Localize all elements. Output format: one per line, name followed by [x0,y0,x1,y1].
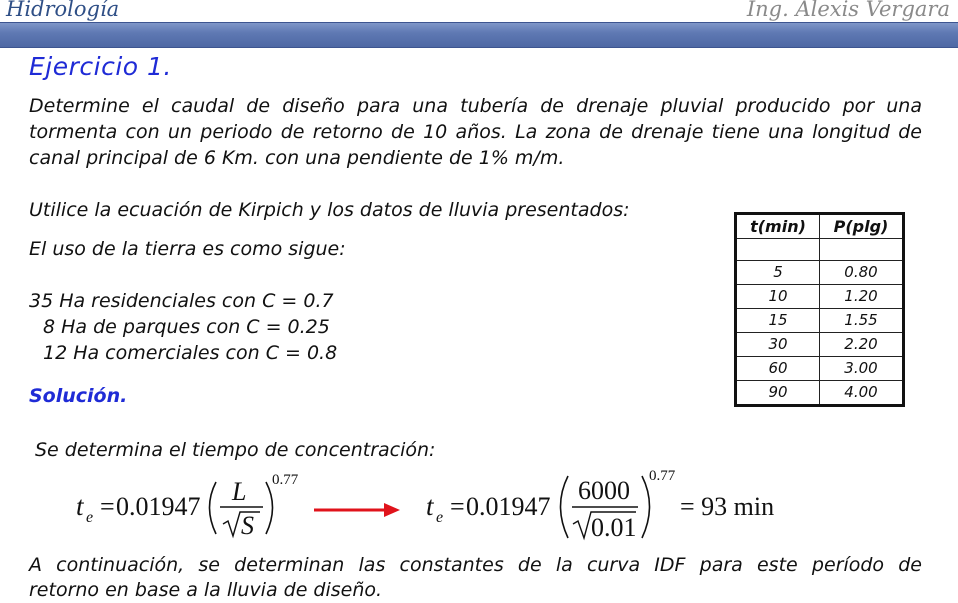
formula-L: L [232,477,247,506]
formula-exponent: 0.77 [649,468,676,484]
table-row [736,381,904,406]
table-cell: 4.00 [820,381,904,406]
formula-equals: = [450,492,465,521]
rainfall-table [734,212,905,407]
table-header-row [736,214,904,239]
column-header: P(plg) [820,214,904,239]
land-use-intro: El uso de la tierra es como sigue: [29,238,346,260]
land-use-item: 35 Ha residenciales con C = 0.7 [29,290,334,312]
formula-equals: = [100,492,115,521]
table-row [736,285,904,309]
conclusion-line-1: A continuación, se determinan las constantes de la curva IDF para este período de [29,554,922,576]
header-bar [0,22,958,48]
formula-result: = 93 min [680,492,775,521]
formula-subscript: e [86,509,94,526]
table-cell: 1.55 [820,309,904,333]
formula-coefficient: 0.01947 [466,492,551,521]
table-cell: 15 [736,309,820,333]
problem-line-1: Determine el caudal de diseño para una tubería de drenaje pluvial producido por una [29,95,922,117]
table-cell: 30 [736,333,820,357]
instructions: Utilice la ecuación de Kirpich y los datos de lluvia presentados: [29,199,630,221]
solution-label: Solución. [29,385,128,407]
table-row [736,261,904,285]
table-row [736,333,904,357]
table-row [736,357,904,381]
header-subject: Hidrología [6,0,120,21]
table-row-empty [736,239,904,261]
land-use-item: 8 Ha de parques con C = 0.25 [43,316,330,338]
step-1-text: Se determina el tiempo de concentración: [35,439,436,461]
land-use-item: 12 Ha comerciales con C = 0.8 [43,342,338,364]
table-cell: 60 [736,357,820,381]
formula-subscript: e [436,509,444,526]
table-cell: 90 [736,381,820,406]
formula-numerator: 6000 [578,476,630,505]
formula-coefficient: 0.01947 [116,492,201,521]
column-header: t(min) [736,214,820,239]
table-cell: 0.80 [820,261,904,285]
header-author: Ing. Alexis Vergara [746,0,950,21]
formula-t: t [76,491,84,521]
table-cell: 1.20 [820,285,904,309]
arrow-icon [314,500,400,520]
problem-line-2: tormenta con un periodo de retorno de 10 años. La zona de drenaje tiene una longitud de [29,121,922,143]
page-header [0,0,958,22]
table-cell: 10 [736,285,820,309]
kirpich-formula-general [70,470,310,546]
formula-denominator: 0.01 [591,513,637,542]
formula-S: S [241,511,254,540]
table-cell: 3.00 [820,357,904,381]
exercise-title: Ejercicio 1. [29,52,172,81]
formula-exponent: 0.77 [272,472,299,488]
problem-line-3: canal principal de 6 Km. con una pendiente de 1% m/m. [29,147,565,169]
conclusion-line-2: retorno en base a la lluvia de diseño. [29,579,383,601]
formula-t: t [426,491,434,521]
table-row [736,309,904,333]
kirpich-formula-evaluated [420,466,780,546]
table-cell: 2.20 [820,333,904,357]
table-cell: 5 [736,261,820,285]
